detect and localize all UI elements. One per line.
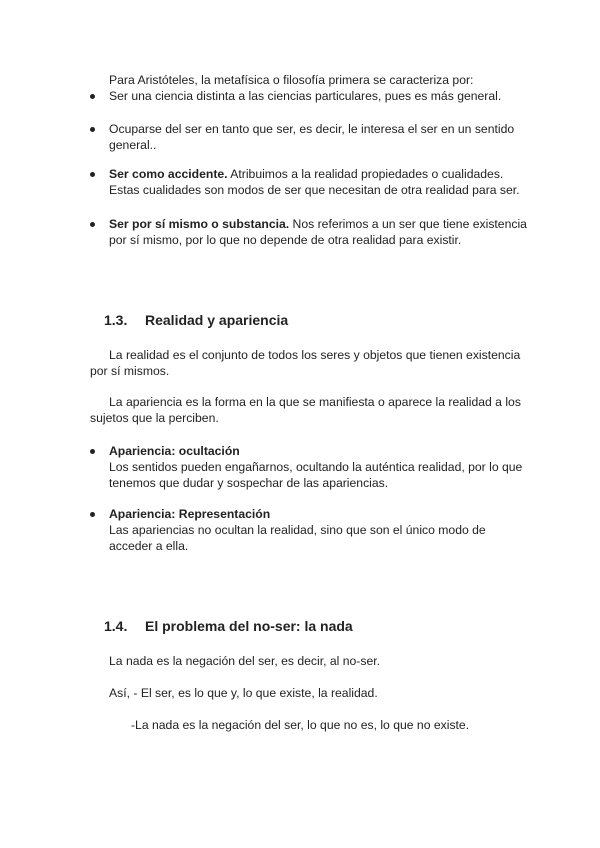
list-item-text-line2: Estas cualidades son modos de ser que necesitan de otra realidad para ser. <box>109 183 520 197</box>
section-heading-1-4 <box>104 618 353 634</box>
paragraph-appearance-line1: La apariencia es la forma en la que se manifiesta o aparece la realidad a los <box>109 395 521 409</box>
bullet-dot <box>90 127 95 132</box>
list-item-text-line1: Ocuparse del ser en tanto que ser, es decir, le interesa el ser en un sentido <box>109 122 515 136</box>
bullet-dot <box>90 172 95 177</box>
list-item-title: Apariencia: Representación <box>109 507 271 521</box>
section-number: 1.3. <box>104 312 128 328</box>
paragraph-negation: -La nada es la negación del ser, lo que no es, lo que no existe. <box>131 718 470 732</box>
list-item-title: Apariencia: ocultación <box>109 444 240 458</box>
list-item-text-line2: por sí mismo, por lo que no depende de otra realidad para existir. <box>109 233 462 247</box>
list-item-text-line2: general.. <box>109 138 157 152</box>
paragraph-reality-line1: La realidad es el conjunto de todos los seres y objetos que tienen existencia <box>109 348 521 362</box>
paragraph-nothing: La nada es la negación del ser, es decir, al no-ser. <box>109 654 381 668</box>
list-item-text-line2: acceder a ella. <box>109 539 189 553</box>
term-bold: Ser por sí mismo o substancia. <box>109 217 290 231</box>
section-number: 1.4. <box>104 618 128 634</box>
term-bold: Ser como accidente. <box>109 167 228 181</box>
list-item-text-line1: Las apariencias no ocultan la realidad, sino que son el único modo de <box>109 523 486 537</box>
section-title: El problema del no-ser: la nada <box>145 618 353 634</box>
paragraph-being: Así, - El ser, es lo que y, lo que existe, la realidad. <box>109 686 378 700</box>
list-item-text-line1 <box>109 216 527 232</box>
term-description: Nos referimos a un ser que tiene existencia <box>289 217 527 231</box>
list-item-text: Ser una ciencia distinta a las ciencias particulares, pues es más general. <box>109 89 502 103</box>
intro-text: Para Aristóteles, la metafísica o filosofía primera se caracteriza por: <box>109 73 474 87</box>
paragraph-appearance-line2: sujetos que la perciben. <box>90 411 219 425</box>
bullet-dot <box>90 94 95 99</box>
list-item-text-line1 <box>109 166 503 182</box>
term-description: Atribuimos a la realidad propiedades o cualidades. <box>227 167 504 181</box>
section-heading-1-3 <box>104 312 288 328</box>
bullet-dot <box>90 222 95 227</box>
paragraph-reality-line2: por sí mismos. <box>90 364 170 378</box>
list-item-text-line2: tenemos que dudar y sospechar de las apariencias. <box>109 476 389 490</box>
list-item-text-line1: Los sentidos pueden engañarnos, ocultando la auténtica realidad, por lo que <box>109 460 523 474</box>
section-title: Realidad y apariencia <box>145 312 289 328</box>
bullet-dot <box>90 512 95 517</box>
bullet-dot <box>90 449 95 454</box>
